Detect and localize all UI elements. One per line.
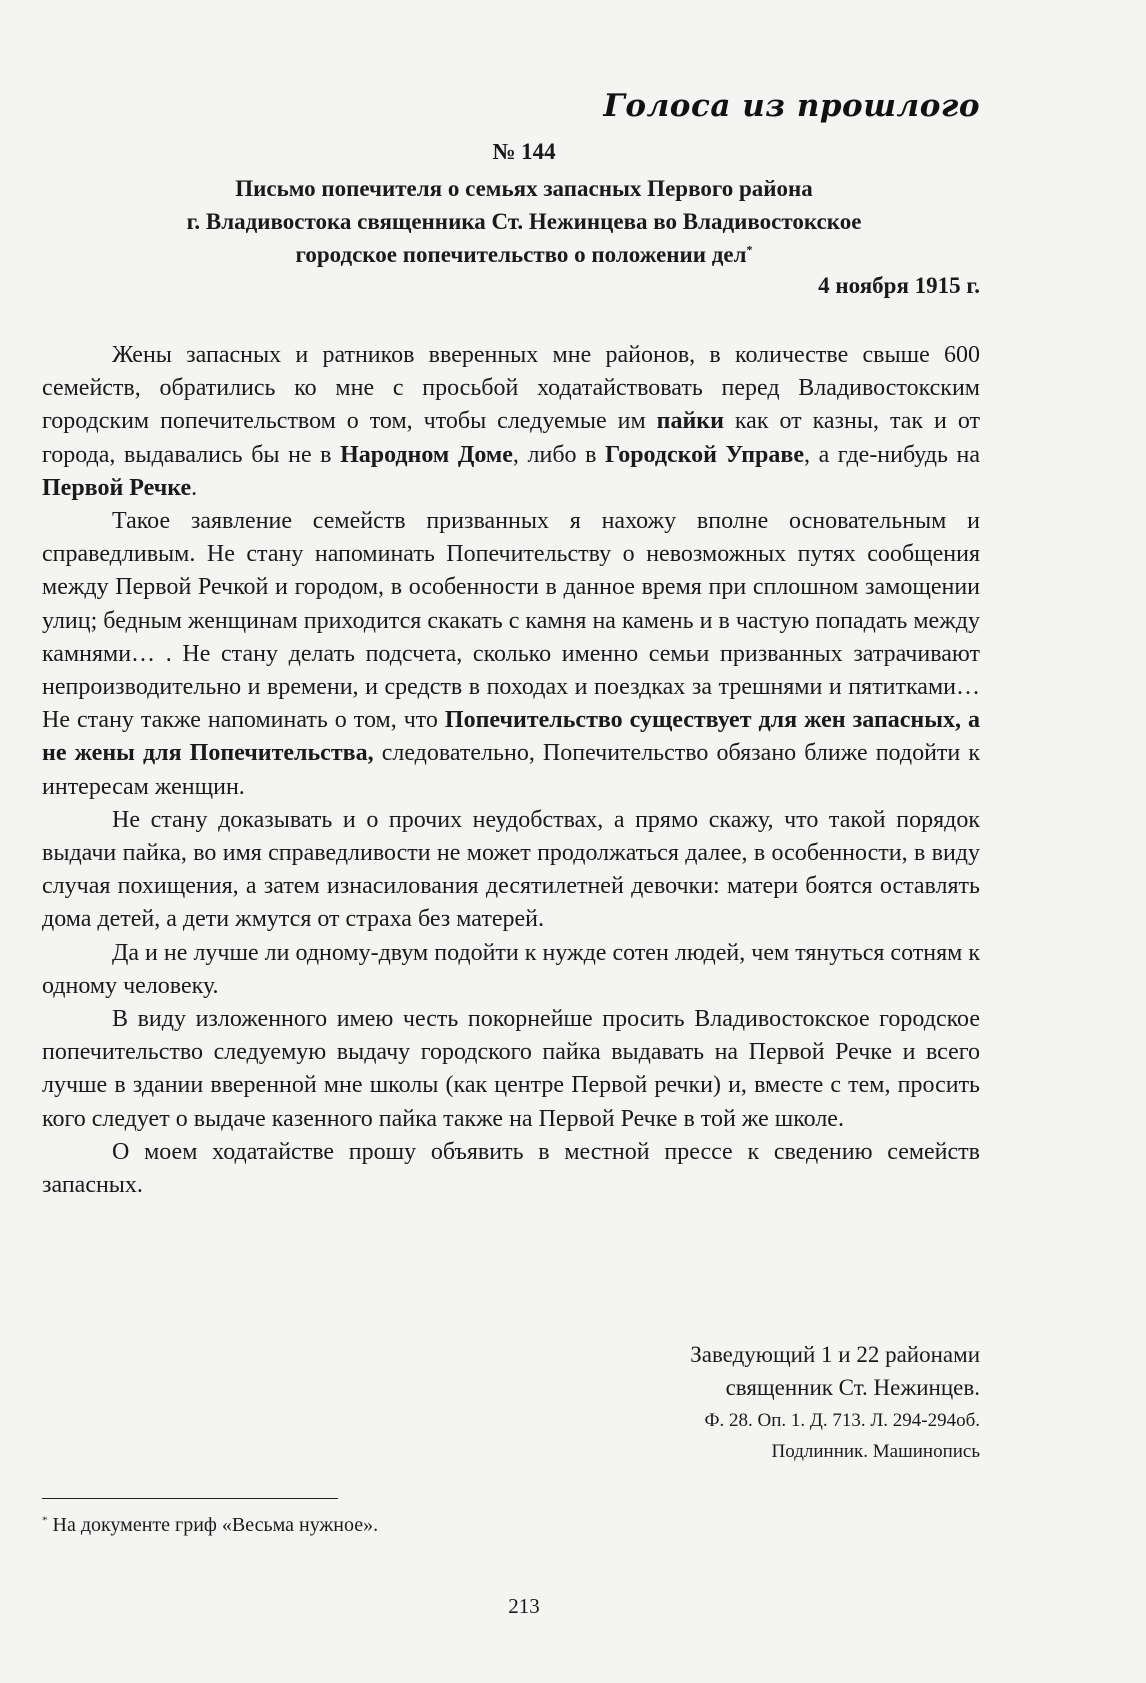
emphasis-text: пайки — [656, 408, 724, 435]
emphasis-text: Первой Речке — [42, 474, 192, 501]
footnote-marker: * — [746, 242, 753, 257]
paragraph-text: . — [191, 474, 198, 501]
page-number: 213 — [508, 1594, 540, 1618]
paragraph-text: как от казны, так и от города, выдавались бы не в — [42, 408, 980, 468]
signature-title: Заведующий 1 и 22 районами — [690, 1342, 980, 1367]
heading-line: Письмо попечителя о семьях запасных Первого района — [235, 176, 813, 201]
signature-block — [690, 1338, 980, 1404]
heading-line — [40, 238, 1008, 271]
archive-reference — [705, 1405, 981, 1467]
paragraph — [42, 339, 980, 505]
paragraph-text: , либо в — [512, 441, 606, 468]
document-heading — [40, 172, 1008, 271]
footnote-divider — [42, 1498, 338, 1499]
archive-note: Подлинник. Машинопись — [771, 1441, 980, 1462]
footnote-marker: * — [42, 1514, 48, 1527]
footnote — [42, 1514, 378, 1537]
paragraph-text: Жены запасных и ратников вверенных мне районов, в количестве свыше 600 семейств, обратились ко мне с просьбой ходатайствовать перед Владивостокским городским попечительством о том, чтобы следуемые им — [42, 342, 980, 435]
document-date: 4 ноября 1915 г. — [818, 273, 980, 298]
letter-body — [42, 339, 980, 1202]
document-number: № 144 — [492, 139, 556, 164]
paragraph-text: Такое заявление семейств призванных я нахожу вполне основательным и справедливым. Не стану напоминать Попечительству о невозможных путях сообщения между Первой Речкой и городом, в особенности в данное время при сплошном замощении улиц; бедным женщинам приходится скакать с камня на камень и в частую попадать между камнями… . Не стану делать подсчета, сколько именно семьи призванных затрачивают непроизводительно и времени, и средств в походах и поездках за трешнями и пятитками… Не стану также напоминать о том, что — [42, 508, 980, 734]
paragraph — [42, 505, 980, 804]
footnote-text: На документе гриф «Весьма нужное». — [47, 1514, 379, 1536]
emphasis-text: Попечительство существует для жен запасных, а не жены для Попечительства, — [42, 707, 980, 767]
emphasis-text: Народном Доме — [340, 441, 513, 468]
paragraph: Да и не лучше ли одному-двум подойти к нужде сотен людей, чем тянуться сотням к одному человеку. — [42, 939, 980, 999]
paragraph-text: , а где-нибудь на — [804, 441, 981, 468]
signature-name: священник Ст. Нежинцев. — [725, 1375, 980, 1400]
heading-line-text: городское попечительство о положении дел — [295, 242, 747, 267]
section-title: Голоса из прошлого — [603, 88, 980, 124]
paragraph: В виду изложенного имею честь покорнейше просить Владивостокское городское попечительство следуемую выдачу городского пайка выдавать на Первой Речке и всего лучше в здании вверенной мне школы (как центре Первой речки) и, вместе с тем, просить кого следует о выдаче казенного пайка также на Первой Речке в той же школе. — [42, 1006, 980, 1132]
paragraph: Не стану доказывать и о прочих неудобствах, а прямо скажу, что такой порядок выдачи пайка, во имя справедливости не может продолжаться далее, в особенности, в виду случая похищения, а затем изнасилования десятилетней девочки: матери боятся оставлять дома детей, а дети жмутся от страха без матерей. — [42, 806, 980, 933]
archive-citation: Ф. 28. Оп. 1. Д. 713. Л. 294-294об. — [704, 1410, 980, 1431]
heading-line: г. Владивостока священника Ст. Нежинцева во Владивостокское — [186, 209, 862, 234]
emphasis-text: Городской Управе — [605, 441, 804, 468]
paragraph-text: следовательно, Попечительство обязано ближе подойти к интересам женщин. — [42, 740, 981, 800]
paragraph: О моем ходатайстве прошу объявить в местной прессе к сведению семейств запасных. — [42, 1138, 980, 1199]
